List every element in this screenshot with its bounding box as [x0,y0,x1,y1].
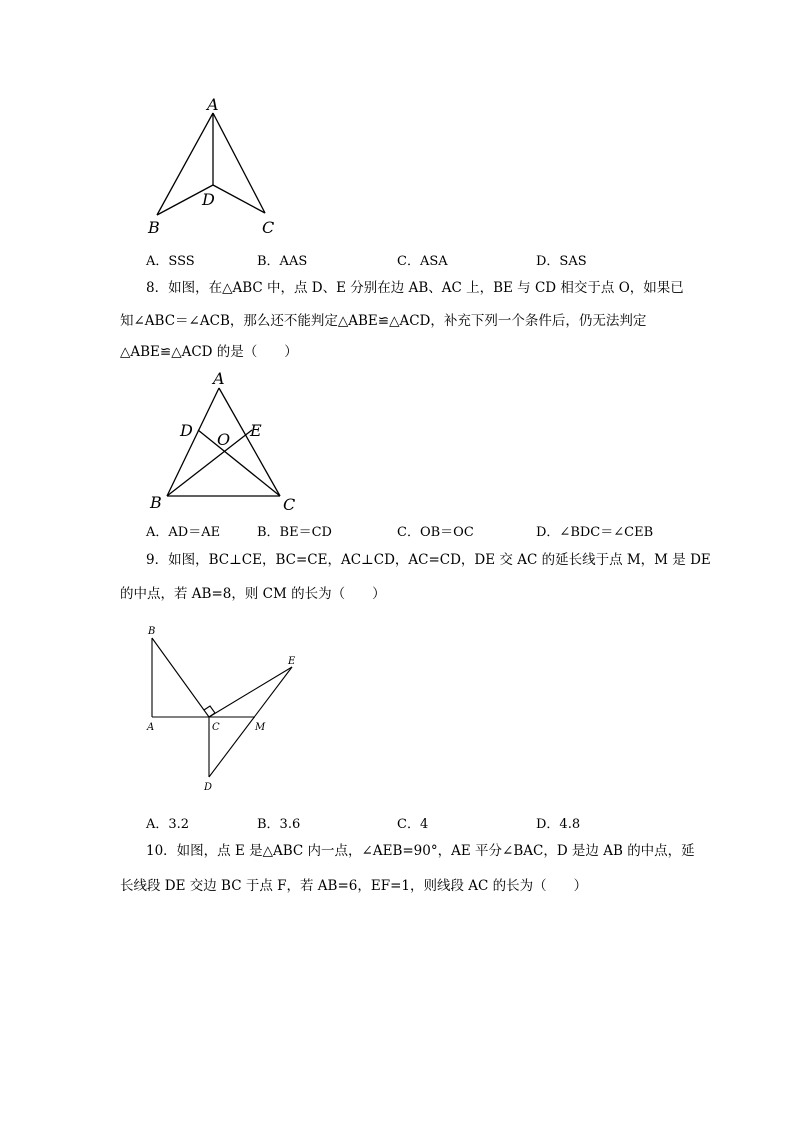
q9-option-b[interactable]: B．3.6 [257,817,301,832]
q9-option-a[interactable]: A．3.2 [146,817,190,832]
q9-text-line1: 9．如图，BC⊥CE，BC=CE，AC⊥CD，AC=CD，DE 交 AC 的延长线于点 M，M 是 DE [146,552,711,568]
q9-label-a: A [147,722,155,733]
q9-label-d: D [204,782,213,793]
q7-option-a[interactable]: A．SSS [146,254,195,269]
q8-label-a: A [213,369,225,388]
q7-label-d: D [202,190,215,209]
q8-option-a[interactable]: A．AD＝AE [146,525,221,540]
q9-label-c: C [212,722,220,733]
q9-option-c[interactable]: C．4 [397,817,429,832]
q8-text-line3: △ABE≌△ACD 的是（ ） [120,344,298,360]
q7-option-d[interactable]: D．SAS [536,254,587,269]
q7-figure [140,95,300,240]
q9-label-b: B [148,626,156,637]
q9-text-line2: 的中点，若 AB=8，则 CM 的长为（ ） [120,586,386,602]
q9-line-bc [152,638,209,717]
q8-option-b[interactable]: B．BE＝CD [257,525,332,540]
q8-option-d[interactable]: D．∠BDC＝∠CEB [536,525,654,540]
q8-option-c[interactable]: C．OB＝OC [397,525,474,540]
q9-label-m: M [255,722,266,733]
q9-option-d[interactable]: D．4.8 [536,817,581,832]
q7-label-c: C [262,218,275,237]
q8-label-e: E [250,421,262,440]
q7-option-c[interactable]: C．ASA [397,254,448,269]
q7-option-b[interactable]: B．AAS [257,254,308,269]
q8-label-b: B [150,493,162,512]
q9-line-ce [209,667,292,717]
q8-line-ab [167,388,219,496]
q9-figure [140,620,310,800]
q8-label-d: D [180,421,193,440]
q8-text-line2: 知∠ABC＝∠ACB，那么还不能判定△ABE≌△ACD，补充下列一个条件后，仍无法判定 [120,313,647,329]
q7-line-ac [213,113,265,213]
q7-label-a: A [207,95,219,114]
q9-label-e: E [288,656,296,667]
q8-label-o: O [217,430,231,449]
q8-label-c: C [283,495,296,514]
q8-figure [140,368,310,513]
q9-line-de [209,667,292,777]
q10-text-line2: 长线段 DE 交边 BC 于点 F，若 AB=6，EF=1，则线段 AC 的长为（ ） [120,878,588,894]
q8-text-line1: 8．如图，在△ABC 中，点 D、E 分别在边 AB、AC 上，BE 与 CD 相交于点 O，如果已 [146,280,684,296]
q7-label-b: B [148,218,160,237]
q10-text-line1: 10．如图，点 E 是△ABC 内一点，∠AEB=90°，AE 平分∠BAC，D 是边 AB 的中点，延 [146,843,695,859]
